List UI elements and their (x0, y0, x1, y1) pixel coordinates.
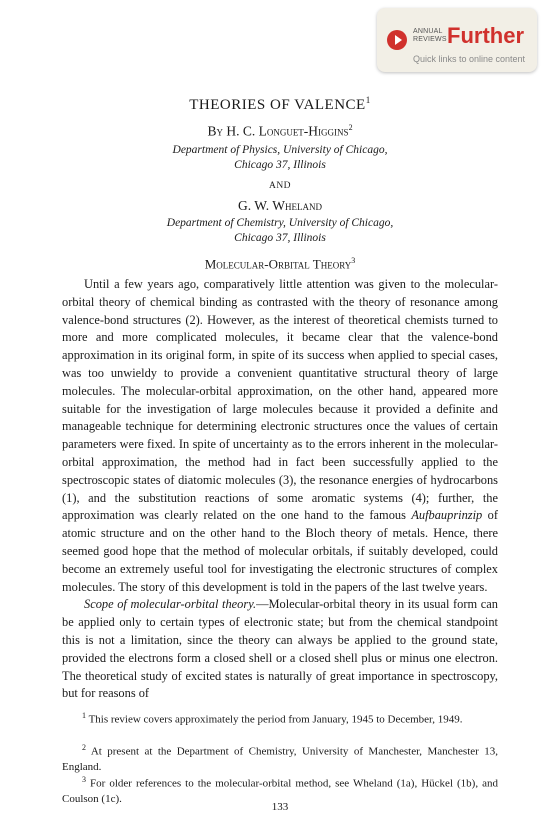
author-2-name: G. W. Wheland (238, 198, 322, 213)
footnote-3-text: For older references to the molecular-orbital method, see Wheland (1a), Hückel (1b), and Coulson (1c). (62, 777, 499, 805)
author-1-footnote-mark: 2 (348, 123, 353, 132)
section-heading (0, 256, 560, 272)
footnote-1-mark: 1 (82, 711, 86, 720)
article-title (0, 95, 560, 114)
author-2-affiliation-line2: Chicago 37, Illinois (234, 232, 326, 244)
annual-reviews-wordmark (413, 28, 447, 44)
author-1-affiliation-line1: Department of Physics, University of Chicago, (172, 144, 388, 156)
footnote-1 (62, 708, 498, 728)
footnote-2-mark: 2 (82, 743, 86, 752)
author-2 (0, 198, 560, 214)
author-1-affiliation (0, 143, 560, 173)
paragraph-1 (62, 276, 498, 596)
and-separator: AND (268, 181, 292, 191)
footnote-2 (62, 740, 498, 775)
paragraph-2-text: —Molecular-orbital theory in its usual form can be applied only to certain types of electronic state; but from the chemical standpoint this is not a limitation, since the theory can always be applied to the ground state, provided the electrons form a closed shell or a closed shell plus or minus one electron. The theoretical study of excited states is naturally of great importance in spectroscopy, but for reasons of (62, 597, 498, 701)
paragraph-1-text-b: of atomic structure and on the other hand to the Bloch theory of metals. Hence, there seemed good hope that the method of molecular orbitals, if suitably developed, could become an extremely useful tool for investigating the electronic structures of complex molecules. The story of this development is told in the papers of the last twelve years. (62, 508, 498, 594)
banner-annual: ANNUAL (413, 28, 443, 35)
section-heading-text: Molecular-Orbital Theory (204, 256, 352, 272)
banner-quick-links[interactable]: Quick links to online content (413, 54, 526, 64)
paragraph-2-run-in-heading: Scope of molecular-orbital theory. (84, 597, 257, 612)
author-1-affiliation-line2: Chicago 37, Illinois (234, 159, 326, 171)
page-number: 133 (271, 801, 289, 813)
banner-reviews: REVIEWS (413, 36, 447, 43)
paragraph-1-italic-term: Aufbauprinzip (411, 508, 483, 523)
paragraph-2 (62, 596, 498, 703)
footnote-3-mark: 3 (82, 775, 86, 784)
further-banner[interactable] (377, 8, 537, 72)
banner-further-label[interactable]: Further (447, 23, 524, 48)
section-footnote-mark: 3 (351, 256, 356, 265)
author-2-affiliation (0, 216, 560, 246)
author-1 (0, 123, 560, 140)
footnote-1-text: This review covers approximately the period from January, 1945 to December, 1949. (88, 713, 463, 726)
body-text (62, 276, 498, 703)
paragraph-1-text-a: Until a few years ago, comparatively little attention was given to the molecular-orbital theory of chemical binding as contrasted with the theory of resonance among valence-bond structures (2). However, as the interest of theoretical chemists turned to more and more complicated molecules, it became clear that the valence-bond approximation in its original form, in spite of its success when applied to special cases, was too unwieldy to provide a convenient quantitative structural theory of large molecules. The molecular-orbital approximation, on the other hand, appeared more suitable for the investigation of large molecules because it provided a definite and manageable technique for determining electronic structures once the values of certain parameters were fixed. In spite of uncertainty as to the errors inherent in the molecular-orbital approximation, the method had in fact been successfully applied to the spectroscopic states of diatomic molecules (3), the resonance energies of hydrocarbons (1), and the substitution reactions of some aromatic systems (4); further, the approximation was clearly related on the one hand to the famous (62, 277, 498, 523)
annual-reviews-logo-icon (387, 30, 407, 50)
author-2-affiliation-line1: Department of Chemistry, University of Chicago, (166, 217, 394, 229)
author-1-name: By H. C. Longuet-Higgins (207, 123, 349, 139)
title-text: THEORIES OF VALENCE (189, 97, 366, 113)
footnote-2-text: At present at the Department of Chemistry, University of Manchester, Manchester 13, England. (62, 745, 498, 773)
title-footnote-mark: 1 (365, 95, 371, 105)
